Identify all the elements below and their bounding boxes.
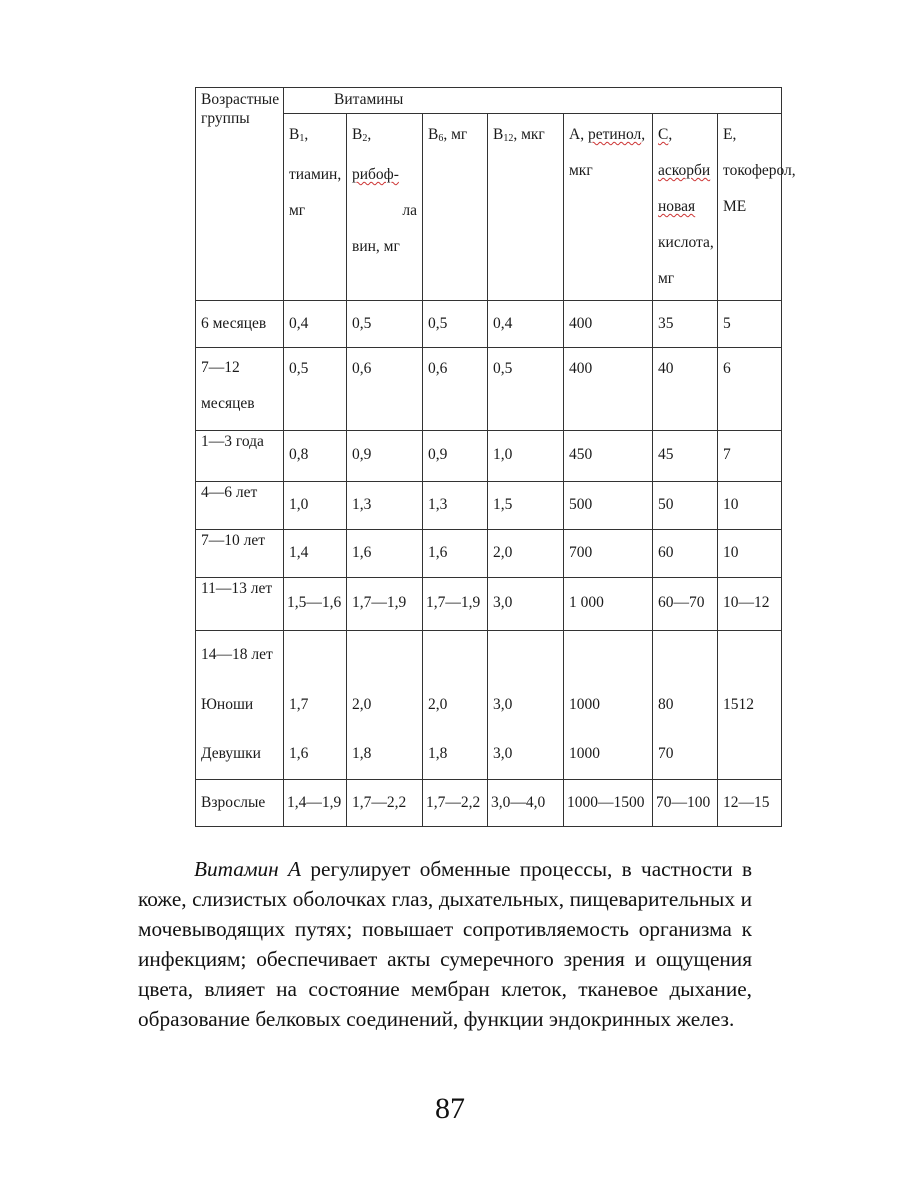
page-number: 87	[435, 1092, 465, 1125]
header-c: C, аскорби новая кислота, мг	[653, 114, 718, 301]
cell-b2: 1,3	[347, 482, 423, 530]
cell-group: 1—3 года	[196, 431, 284, 482]
cell-group: 7—10 лет	[196, 530, 284, 578]
cell-b2: 1,6	[347, 530, 423, 578]
header-a: A, ретинол, мкг	[564, 114, 653, 301]
table-row	[196, 482, 782, 530]
header-b6: $B_6$, мг	[423, 114, 488, 301]
cell-b12: 1,0	[488, 431, 564, 482]
cell-c: 35	[653, 301, 718, 348]
cell-b12-teens: 3,0 3,0	[488, 631, 564, 780]
body-paragraph	[138, 854, 752, 1034]
table-row	[196, 530, 782, 578]
cell-b12: 0,4	[488, 301, 564, 348]
cell-b12: 0,5	[488, 348, 564, 431]
table-row	[196, 578, 782, 631]
table-header-row-top	[196, 88, 782, 114]
cell-b2-teens: 2,0 1,8	[347, 631, 423, 780]
header-b2: $B_2$, рибоф- ла вин, мг	[347, 114, 423, 301]
cell-b12: 3,0	[488, 578, 564, 631]
cell-a-teens: 1000 1000	[564, 631, 653, 780]
cell-a: 450	[564, 431, 653, 482]
cell-b2: 0,5	[347, 301, 423, 348]
cell-b6: 0,5	[423, 301, 488, 348]
table-row-teens	[196, 631, 782, 780]
cell-b12: 2,0	[488, 530, 564, 578]
table-header-row-sub	[196, 114, 782, 301]
cell-a: 400	[564, 348, 653, 431]
cell-b1: 0,5	[284, 348, 347, 431]
cell-b1: 1,5—1,6	[284, 578, 347, 631]
cell-e: 7	[718, 431, 782, 482]
cell-group: 6 месяцев	[196, 301, 284, 348]
cell-b2: 1,7—1,9	[347, 578, 423, 631]
cell-b1: 1,4—1,9	[284, 780, 347, 827]
cell-e: 10	[718, 482, 782, 530]
cell-b6: 0,9	[423, 431, 488, 482]
header-b1: $B_1$, тиамин, мг	[284, 114, 347, 301]
cell-e: 12—15	[718, 780, 782, 827]
cell-a: 700	[564, 530, 653, 578]
paragraph-lead: Витамин А	[194, 857, 302, 881]
cell-b1: 0,4	[284, 301, 347, 348]
cell-group: Взрослые	[196, 780, 284, 827]
table-row	[196, 348, 782, 431]
cell-b1-teens: 1,7 1,6	[284, 631, 347, 780]
cell-b6: 0,6	[423, 348, 488, 431]
cell-e: 10—12	[718, 578, 782, 631]
cell-c: 70—100	[653, 780, 718, 827]
cell-a: 1000—1500	[564, 780, 653, 827]
cell-b2: 0,6	[347, 348, 423, 431]
cell-b6: 1,7—2,2	[423, 780, 488, 827]
cell-b1: 0,8	[284, 431, 347, 482]
cell-c: 60	[653, 530, 718, 578]
cell-e: 5	[718, 301, 782, 348]
header-vitamins: Витамины	[284, 88, 782, 114]
cell-c: 50	[653, 482, 718, 530]
cell-e: 6	[718, 348, 782, 431]
cell-e: 10	[718, 530, 782, 578]
cell-b12: 3,0—4,0	[488, 780, 564, 827]
cell-a: 400	[564, 301, 653, 348]
cell-c: 40	[653, 348, 718, 431]
cell-group: 4—6 лет	[196, 482, 284, 530]
cell-a: 1 000	[564, 578, 653, 631]
header-b12: $B_{12}$, мкг	[488, 114, 564, 301]
cell-b6-teens: 2,0 1,8	[423, 631, 488, 780]
cell-group: 7—12 месяцев	[196, 348, 284, 431]
cell-group: 11—13 лет	[196, 578, 284, 631]
table-row-adults	[196, 780, 782, 827]
cell-b6: 1,6	[423, 530, 488, 578]
cell-group-teens: 14—18 лет Юноши Девушки	[196, 631, 284, 780]
cell-b6: 1,3	[423, 482, 488, 530]
cell-b2: 1,7—2,2	[347, 780, 423, 827]
table-row	[196, 431, 782, 482]
cell-c: 45	[653, 431, 718, 482]
table-row	[196, 301, 782, 348]
paragraph-text: регулирует обменные процессы, в частности в коже, слизистых оболочках глаз, дыхательных, пищеварительных и мочевыводящих путях; повышает сопротивляемость организма к инфекциям; обеспечивает акты сумеречного зрения и ощущения цвета, влияет на состояние мембран клеток, тканевое дыхание, образование белковых соединений, функции эндокринных желез.	[138, 857, 753, 1031]
header-e: E, токоферол, МЕ	[718, 114, 782, 301]
cell-e-teens: 1512	[718, 631, 782, 780]
cell-b1: 1,0	[284, 482, 347, 530]
cell-b12: 1,5	[488, 482, 564, 530]
cell-b1: 1,4	[284, 530, 347, 578]
cell-c: 60—70	[653, 578, 718, 631]
cell-c-teens: 80 70	[653, 631, 718, 780]
vitamin-norms-table	[195, 87, 796, 827]
cell-b2: 0,9	[347, 431, 423, 482]
cell-a: 500	[564, 482, 653, 530]
cell-b6: 1,7—1,9	[423, 578, 488, 631]
header-age-group: Возрастные группы	[196, 88, 284, 301]
